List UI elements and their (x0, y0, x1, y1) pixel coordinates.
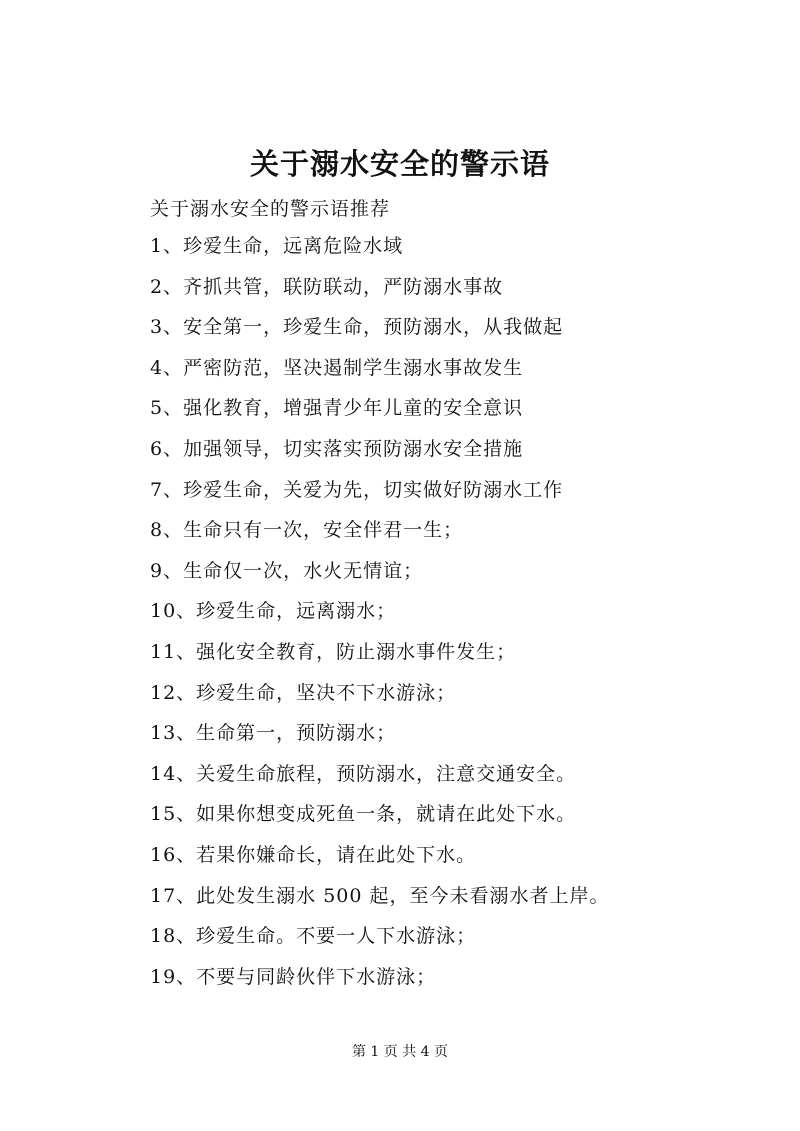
page-footer: 第 1 页 共 4 页 (351, 1044, 449, 1060)
list-item: 16、若果你嫌命长，请在此处下水。 (150, 843, 477, 866)
list-item: 17、此处发生溺水 500 起，至今未看溺水者上岸。 (150, 884, 610, 907)
list-item: 7、珍爱生命，关爱为先，切实做好防溺水工作 (150, 478, 564, 501)
list-item: 5、强化教育，增强青少年儿童的安全意识 (150, 397, 524, 420)
list-item: 9、生命仅一次，水火无情谊； (150, 559, 424, 582)
list-item: 19、不要与同龄伙伴下水游泳； (150, 965, 437, 988)
list-item: 1、珍爱生命，远离危险水域 (150, 235, 404, 257)
list-item: 8、生命只有一次，安全伴君一生； (150, 519, 464, 542)
list-item: 12、珍爱生命，坚决不下水游泳； (150, 681, 457, 704)
list-item: 10、珍爱生命，远离溺水； (150, 600, 397, 623)
list-item: 11、强化安全教育，防止溺水事件发生； (150, 640, 517, 663)
list-item: 4、严密防范，坚决遏制学生溺水事故发生 (150, 356, 524, 379)
list-item: 14、关爱生命旅程，预防溺水，注意交通安全。 (150, 762, 577, 785)
list-item: 15、如果你想变成死鱼一条，就请在此处下水。 (150, 803, 577, 826)
slogan-list (150, 233, 770, 1004)
list-item: 13、生命第一，预防溺水； (150, 722, 397, 745)
list-item: 3、安全第一，珍爱生命，预防溺水，从我做起 (150, 316, 564, 339)
document-title: 关于溺水安全的警示语 (249, 147, 550, 181)
list-item: 2、齐抓共管，联防联动，严防溺水事故 (150, 275, 504, 298)
document-subtitle: 关于溺水安全的警示语推荐 (150, 198, 391, 220)
list-item: 6、加强领导，切实落实预防溺水安全措施 (150, 437, 524, 460)
list-item: 18、珍爱生命。不要一人下水游泳； (150, 925, 477, 948)
